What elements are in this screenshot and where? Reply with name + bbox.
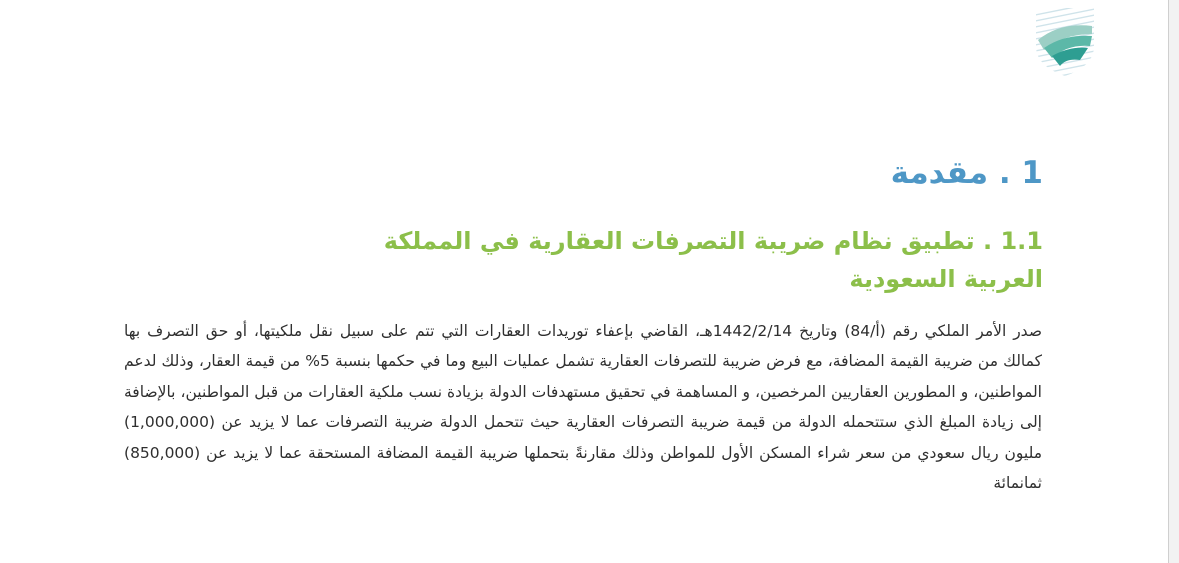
body-paragraph: صدر الأمر الملكي رقم (أ/84) وتاريخ 1442/2/14هـ، القاضي بإعفاء توريدات العقارات التي تتم على سبيل نقل ملكيتها، أو حق التصرف بها كمالك من ضريبة القيمة المضافة، مع فرض ضريبة للتصرفات العقارية تشمل عمليات البيع وما في حكمها بنسبة 5% من قيمة العقار، وذلك لدعم المواطنين، و المطورين العقاريين المرخصين، و المساهمة في تحقيق مستهدفات الدولة بزيادة نسب ملكية العقارات من قبل المواطنين، بالإضافة إلى زيادة المبلغ الذي ستتحمله الدولة من قيمة ضريبة التصرفات العقارية حيث تتحمل الدولة ضريبة التصرفات عما لا يزيد عن (1,000,000) مليون ريال سعودي من سعر شراء المسكن الأول للمواطن وذلك مقارنةً بتحملها ضريبة القيمة المضافة المستحقة عما لا يزيد عن (850,000) ثمانمائة: [124, 322, 1042, 493]
subsection-heading: [343, 222, 1043, 298]
subsection-heading-line-2: العربية السعودية: [849, 265, 1043, 293]
zatca-logo-icon: [1030, 4, 1100, 78]
page-edge: [1168, 0, 1179, 563]
section-heading: 1 . مقدمة: [890, 155, 1043, 191]
subsection-heading-line-1: 1.1 . تطبيق نظام ضريبة التصرفات العقارية في المملكة: [383, 227, 1043, 255]
